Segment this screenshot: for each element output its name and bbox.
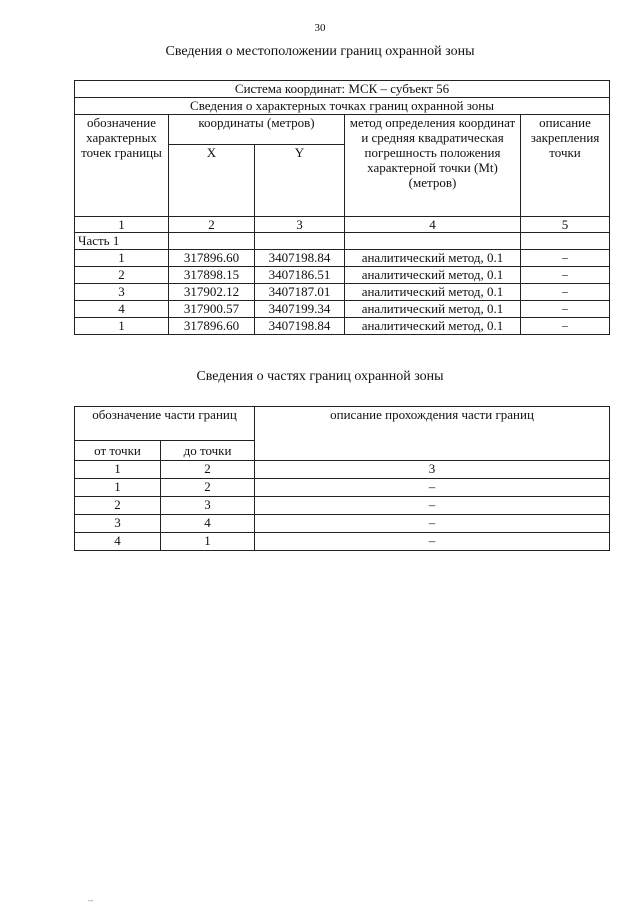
description-cell: – bbox=[521, 267, 610, 284]
point-cell: 3 bbox=[75, 284, 169, 301]
part-designation-header: обозначение части границ bbox=[75, 407, 255, 441]
from-cell: 1 bbox=[75, 479, 161, 497]
method-cell: аналитический метод, 0.1 bbox=[345, 318, 521, 335]
table-row bbox=[75, 250, 610, 267]
to-cell: 2 bbox=[161, 479, 255, 497]
column-number: 2 bbox=[161, 461, 255, 479]
from-cell: 2 bbox=[75, 497, 161, 515]
passage-cell: – bbox=[255, 533, 610, 551]
method-cell: аналитический метод, 0.1 bbox=[345, 284, 521, 301]
boundary-parts-table bbox=[74, 406, 610, 551]
x-cell: 317900.57 bbox=[169, 301, 255, 318]
column-number: 3 bbox=[255, 461, 610, 479]
method-cell: аналитический метод, 0.1 bbox=[345, 301, 521, 318]
page-number: 30 bbox=[314, 22, 326, 34]
x-header: X bbox=[169, 145, 255, 217]
from-point-header: от точки bbox=[75, 441, 161, 461]
description-cell: – bbox=[521, 318, 610, 335]
x-cell: 317898.15 bbox=[169, 267, 255, 284]
x-cell: 317902.12 bbox=[169, 284, 255, 301]
designation-header: обозначение характерных точек границы bbox=[75, 115, 169, 217]
footer-mark: -- bbox=[88, 896, 94, 905]
to-point-header: до точки bbox=[161, 441, 255, 461]
x-cell: 317896.60 bbox=[169, 318, 255, 335]
point-cell: 1 bbox=[75, 318, 169, 335]
part-label: Часть 1 bbox=[75, 233, 169, 250]
to-cell: 1 bbox=[161, 533, 255, 551]
y-cell: 3407199.34 bbox=[255, 301, 345, 318]
description-cell: – bbox=[521, 301, 610, 318]
coordinates-header: координаты (метров) bbox=[169, 115, 345, 145]
column-number: 2 bbox=[169, 217, 255, 233]
passage-description-header: описание прохождения части границ bbox=[255, 407, 610, 461]
table-row bbox=[75, 301, 610, 318]
x-cell: 317896.60 bbox=[169, 250, 255, 267]
column-number: 5 bbox=[521, 217, 610, 233]
boundary-points-table bbox=[74, 80, 610, 335]
to-cell: 3 bbox=[161, 497, 255, 515]
description-cell: – bbox=[521, 284, 610, 301]
section-title-location: Сведения о местоположении границ охранной зоны bbox=[165, 44, 475, 59]
column-number-row bbox=[75, 461, 610, 479]
method-cell: аналитический метод, 0.1 bbox=[345, 250, 521, 267]
y-cell: 3407198.84 bbox=[255, 318, 345, 335]
table-row bbox=[75, 479, 610, 497]
description-cell: – bbox=[521, 250, 610, 267]
from-cell: 4 bbox=[75, 533, 161, 551]
table-row bbox=[75, 515, 610, 533]
table-row bbox=[75, 318, 610, 335]
part-row bbox=[75, 233, 610, 250]
y-cell: 3407187.01 bbox=[255, 284, 345, 301]
column-number: 1 bbox=[75, 217, 169, 233]
coordinate-system-header: Система координат: МСК – субъект 56 bbox=[75, 81, 610, 98]
points-info-header: Сведения о характерных точках границ охранной зоны bbox=[75, 98, 610, 115]
method-header: метод определения координат и средняя квадратическая погрешность положения характерной точки (Mt) (метров) bbox=[345, 115, 521, 217]
table-row bbox=[75, 533, 610, 551]
table-row bbox=[75, 267, 610, 284]
table-row bbox=[75, 284, 610, 301]
point-cell: 1 bbox=[75, 250, 169, 267]
point-cell: 2 bbox=[75, 267, 169, 284]
column-number: 4 bbox=[345, 217, 521, 233]
from-cell: 3 bbox=[75, 515, 161, 533]
column-number: 1 bbox=[75, 461, 161, 479]
column-number-row bbox=[75, 217, 610, 233]
section-title-parts: Сведения о частях границ охранной зоны bbox=[196, 369, 444, 384]
point-cell: 4 bbox=[75, 301, 169, 318]
y-cell: 3407198.84 bbox=[255, 250, 345, 267]
to-cell: 4 bbox=[161, 515, 255, 533]
passage-cell: – bbox=[255, 515, 610, 533]
method-cell: аналитический метод, 0.1 bbox=[345, 267, 521, 284]
column-number: 3 bbox=[255, 217, 345, 233]
y-cell: 3407186.51 bbox=[255, 267, 345, 284]
table-row bbox=[75, 497, 610, 515]
y-header: Y bbox=[255, 145, 345, 217]
description-header: описание закрепления точки bbox=[521, 115, 610, 217]
passage-cell: – bbox=[255, 479, 610, 497]
passage-cell: – bbox=[255, 497, 610, 515]
